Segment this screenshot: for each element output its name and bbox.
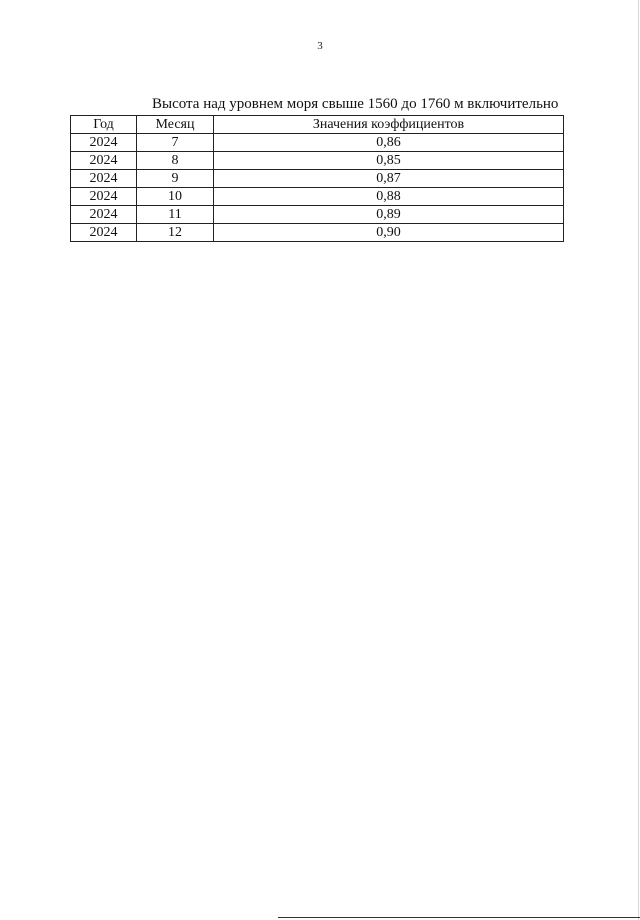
- coefficients-table: [70, 115, 564, 242]
- cell-month: 11: [137, 206, 214, 224]
- cell-coefficient: 0,85: [214, 152, 564, 170]
- cell-month: 9: [137, 170, 214, 188]
- table-row: [71, 170, 564, 188]
- table-row: [71, 206, 564, 224]
- cell-coefficient: 0,90: [214, 224, 564, 242]
- table-row: [71, 152, 564, 170]
- cell-year: 2024: [71, 152, 137, 170]
- cell-year: 2024: [71, 134, 137, 152]
- cell-month: 7: [137, 134, 214, 152]
- cell-month: 12: [137, 224, 214, 242]
- cell-month: 10: [137, 188, 214, 206]
- page-number: 3: [317, 40, 323, 52]
- table-row: [71, 188, 564, 206]
- cell-year: 2024: [71, 188, 137, 206]
- cell-coefficient: 0,86: [214, 134, 564, 152]
- cell-year: 2024: [71, 224, 137, 242]
- cell-year: 2024: [71, 206, 137, 224]
- table-header-row: [71, 116, 564, 134]
- cell-coefficient: 0,88: [214, 188, 564, 206]
- header-year: Год: [71, 116, 137, 134]
- scan-edge-bottom: [278, 917, 640, 918]
- table-row: [71, 134, 564, 152]
- cell-coefficient: 0,87: [214, 170, 564, 188]
- header-month: Месяц: [137, 116, 214, 134]
- cell-year: 2024: [71, 170, 137, 188]
- header-coefficient-values: Значения коэффициентов: [214, 116, 564, 134]
- cell-month: 8: [137, 152, 214, 170]
- cell-coefficient: 0,89: [214, 206, 564, 224]
- table-row: [71, 224, 564, 242]
- table-caption: Высота над уровнем моря свыше 1560 до 1760 м включительно: [152, 96, 559, 112]
- scan-edge-right: [638, 0, 639, 920]
